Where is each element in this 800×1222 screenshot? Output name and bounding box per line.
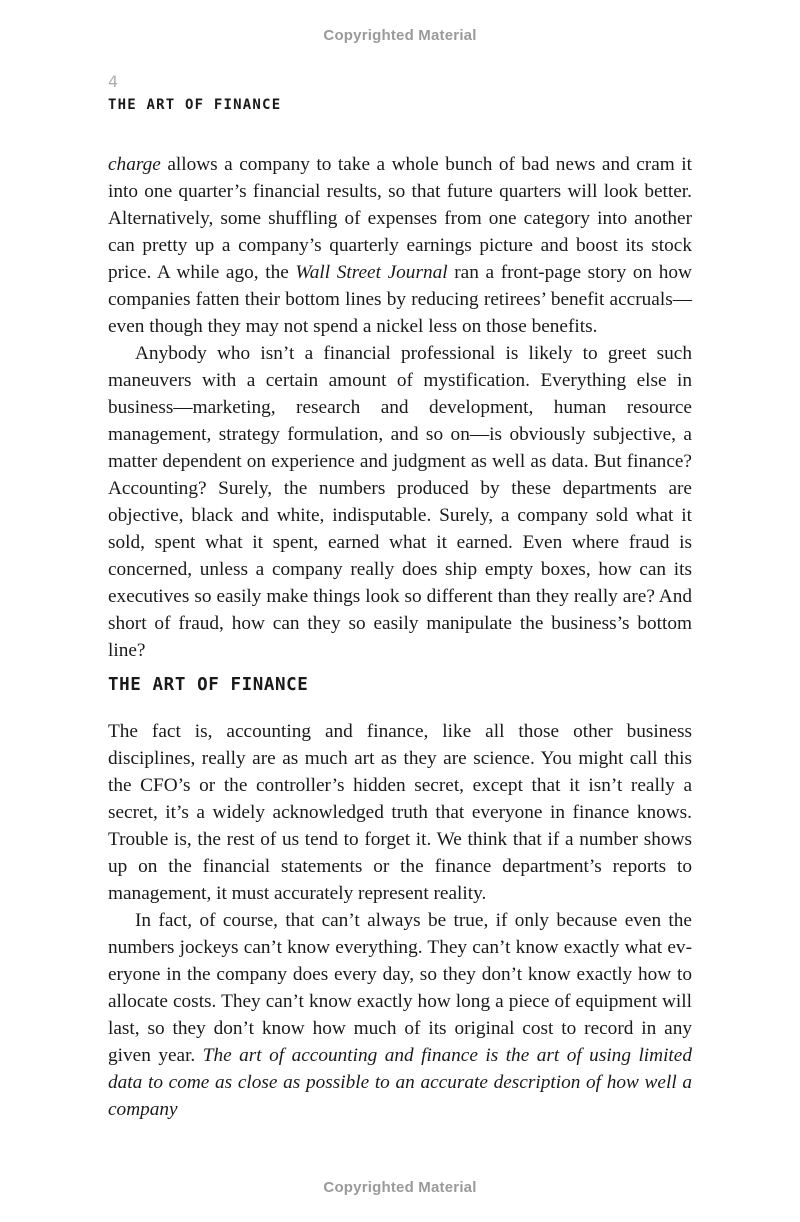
page-number: 4 <box>108 72 119 91</box>
text-segment: ran a front-page story on how companies fatten their bottom lines by reducing retirees’ benefit accruals—even though they may not spend a nickel less on those benefits. <box>108 262 692 337</box>
text-segment: allows a company to take a whole bunch of bad news and cram it into one quarter’s financial results, so that future quarters will look better. Alternatively, some shuffling of expenses from one category into another can pretty up a company’s quarterly earnings picture and boost its stock price. A while ago, the <box>108 154 692 283</box>
text-segment: Anybody who isn’t a financial professional is likely to greet such maneuvers with a certain amount of mystification. Everything else in business—marketing, research and development, human resource management, strategy formulation, and so on—is obviously subjective, a matter dependent on experience and judgment as well as data. But finance? Accounting? Surely, the numbers produced by these departments are objective, black and white, indisputable. Surely, a company sold what it sold, spent what it spent, earned what it earned. Even where fraud is concerned, unless a company really does ship empty boxes, how can its executives so easily make things look so different than they really are? And short of fraud, how can they so easily manipulate the business’s bottom line? <box>108 343 692 661</box>
paragraph <box>108 718 692 907</box>
body-text-bottom <box>108 718 692 1123</box>
running-head: THE ART OF FINANCE <box>108 97 282 113</box>
body-text-top <box>108 151 692 664</box>
text-segment: In fact, of course, that can’t always be true, if only because even the numbers jockeys can’t know everything. They can’t know exactly what everyone in the company does every day, so they don’t know exactly how to allocate costs. They can’t know exactly how long a piece of equipment will last, so they don’t know how much of its original cost to record in any given year. <box>108 910 692 1066</box>
paragraph <box>108 907 692 1123</box>
copyright-watermark-bottom: Copyrighted Material <box>323 1179 477 1196</box>
italic-text: Wall Street Journal <box>295 262 448 283</box>
section-heading: THE ART OF FINANCE <box>108 675 309 695</box>
paragraph <box>108 151 692 340</box>
text-segment: The fact is, accounting and finance, like all those other business disciplines, really are as much art as they are science. You might call this the CFO’s or the controller’s hidden secret, except that it isn’t really a secret, it’s a widely acknowledged truth that everyone in finance knows. Trouble is, the rest of us tend to forget it. We think that if a number shows up on the financial statements or the finance department’s reports to management, it must accurately represent reality. <box>108 721 692 904</box>
paragraph <box>108 340 692 664</box>
copyright-watermark-top: Copyrighted Material <box>323 27 477 44</box>
italic-text: The art of accounting and finance is the art of using limited data to come as close as possible to an accurate description of how well a company <box>108 1045 692 1120</box>
italic-text: charge <box>108 154 161 175</box>
